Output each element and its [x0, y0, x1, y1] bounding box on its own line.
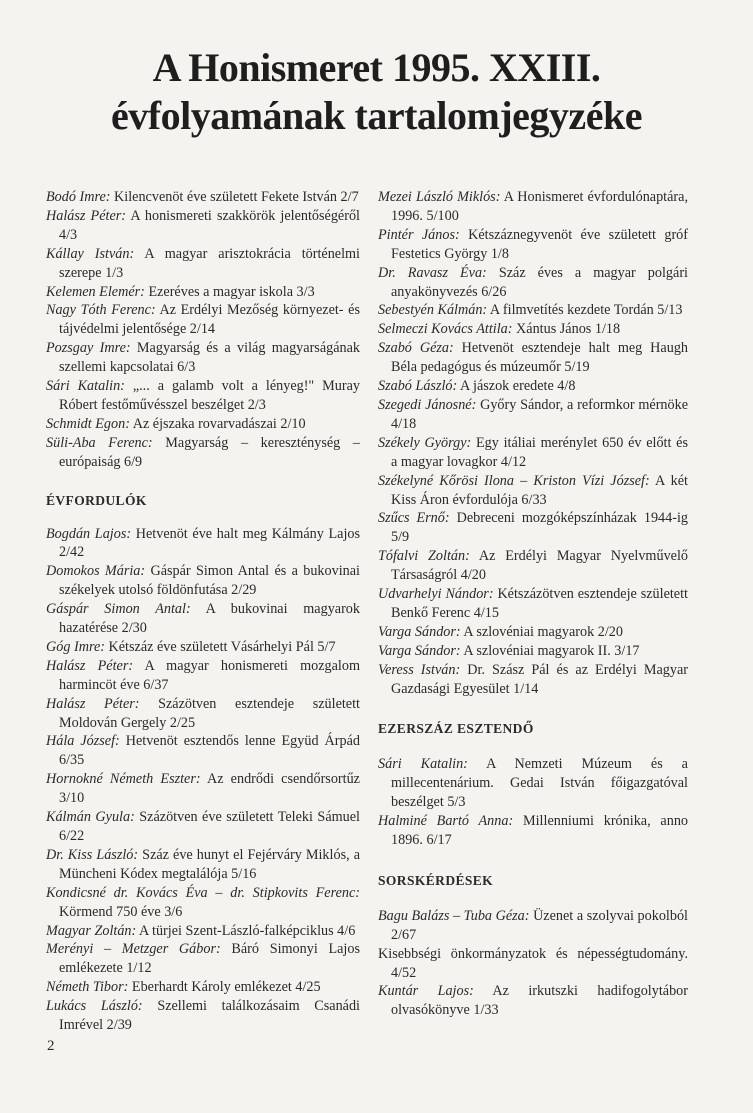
entry-title: Kétszáznegyvenöt éve született gróf Festetics György 1/8: [391, 226, 688, 262]
entry-author: Schmidt Egon:: [46, 415, 130, 432]
toc-entry: [46, 695, 360, 733]
entry-author: Pintér János:: [378, 226, 460, 243]
toc-entry: [378, 226, 688, 264]
entry-title: Körmend 750 éve 3/6: [59, 903, 183, 920]
toc-entry: [46, 732, 360, 770]
toc-entry: [46, 884, 360, 922]
entry-title: Xántus János 1/18: [512, 321, 621, 338]
entry-title: Gáspár Simon Antal és a bukovinai székelyek utolsó földönfutása 2/29: [59, 563, 360, 599]
entry-title: A filmvetítés kezdete Tordán 5/13: [487, 302, 683, 319]
entry-title: Kétszáz éve született Vásárhelyi Pál 5/7: [104, 638, 336, 655]
entry-author: Nagy Tóth Ferenc:: [46, 302, 156, 319]
toc-entry: [378, 755, 688, 812]
toc-entry: [46, 978, 360, 997]
left-column: [46, 188, 360, 1035]
toc-entry: [46, 657, 360, 695]
entry-title: Hetvenöt esztendős lenne Együd Árpád 6/35: [59, 733, 360, 769]
section-heading-sorskerdesek: SORSKÉRDÉSEK: [378, 872, 494, 888]
title-line-1: A Honismeret 1995. XXIII.: [152, 45, 601, 90]
entry-author: Varga Sándor:: [378, 642, 461, 659]
entry-author: Dr. Kiss László:: [46, 846, 139, 863]
entry-title: Hetvenöt éve halt meg Kálmány Lajos 2/42: [59, 525, 361, 561]
section-heading-evfordulok: ÉVFORDULÓK: [46, 492, 147, 508]
toc-entry: [46, 562, 360, 600]
toc-entry: [46, 188, 360, 207]
entry-author: Veress István:: [378, 661, 461, 678]
toc-entry: [46, 377, 360, 415]
left-intro-list: [46, 188, 360, 472]
toc-entry: [46, 415, 360, 434]
entry-author: Hornokné Németh Eszter:: [46, 771, 201, 788]
entry-author: Halminé Bartó Anna:: [378, 813, 514, 830]
toc-entry: [378, 945, 688, 983]
entry-author: Góg Imre:: [46, 638, 105, 655]
entry-title: Száz éves a magyar polgári anyakönyvezés 6/26: [391, 264, 688, 300]
entry-title: Egy itáliai merénylet 650 év előtt és a magyar lovagkor 4/12: [391, 434, 688, 470]
entry-title: Debreceni mozgóképszínházak 1944-ig 5/9: [391, 510, 688, 546]
entry-author: Székely György:: [378, 434, 472, 451]
entry-title: A bukovinai magyarok hazatérése 2/30: [59, 601, 360, 637]
entry-title: Kétszázötven esztendeje született Benkő Ferenc 4/15: [391, 586, 688, 621]
entry-title: Hetvenöt esztendeje halt meg Haugh Béla pedagógus és múzeumőr 5/19: [391, 340, 689, 376]
entry-author: Halász Péter:: [46, 657, 134, 674]
entry-author: Hála József:: [46, 733, 120, 750]
entry-title: Száz éve hunyt el Fejérváry Miklós, a Müncheni Kódex megtalálója 5/16: [59, 846, 360, 882]
toc-entry: [46, 940, 360, 978]
toc-entry: [378, 585, 688, 623]
toc-entry: [46, 339, 360, 377]
entry-title: „... a galamb volt a lényeg!" Muray Róbert festőművésszel beszélget 2/3: [59, 378, 360, 413]
entry-author: Bogdán Lajos:: [46, 525, 132, 542]
entry-author: Sebestyén Kálmán:: [378, 302, 488, 319]
toc-entry: [378, 982, 688, 1020]
entry-title: Győry Sándor, a reformkor mérnöke 4/18: [391, 396, 688, 432]
entry-title: A magyar arisztokrácia történelmi szerepe 1/3: [59, 245, 360, 281]
entry-author: Varga Sándor:: [378, 623, 461, 640]
entry-title: Az Erdélyi Magyar Nyelvművelő Társaságról 4/20: [391, 548, 688, 584]
entry-title: A türjei Szent-László-falképciklus 4/6: [136, 922, 356, 939]
toc-entry: [46, 846, 360, 884]
entry-author: Selmeczi Kovács Attila:: [378, 321, 513, 338]
entry-title: Magyarság és a világ magyarságának szellemi kapcsolatai 6/3: [59, 340, 360, 376]
entry-author: Székelyné Kőrösi Ilona – Kriston Vízi József:: [378, 472, 650, 489]
page-number: 2: [47, 1038, 55, 1054]
toc-entry: [378, 642, 688, 661]
entry-author: Halász Péter:: [46, 695, 140, 712]
toc-entry: [378, 812, 688, 850]
toc-entry: [378, 320, 688, 339]
entry-title: Szellemi találkozásaim Csanádi Imrével 2/39: [59, 998, 360, 1034]
entry-title: Kilencvenöt éve született Fekete István 2/7: [110, 189, 359, 205]
title-line-2: évfolyamának tartalomjegyzéke: [111, 93, 642, 138]
entry-author: Kálmán Gyula:: [46, 809, 135, 826]
entry-title: Dr. Szász Pál és az Erdélyi Magyar Gazdasági Egyesület 1/14: [391, 661, 688, 697]
entry-title: A jászok eredete 4/8: [457, 378, 576, 395]
toc-entry: [46, 808, 360, 846]
entry-title: A honismereti szakkörök jelentőségéről 4/3: [59, 207, 360, 243]
toc-entry: [46, 245, 360, 283]
toc-entry: [46, 207, 360, 245]
entry-title: A szlovéniai magyarok 2/20: [460, 623, 623, 640]
toc-entry: [46, 434, 360, 472]
toc-entry: [46, 301, 360, 339]
right-column: [378, 188, 688, 1020]
entry-title: Százötven esztendeje született Moldován Gergely 2/25: [59, 695, 360, 731]
entry-title: Százötven éve született Teleki Sámuel 6/22: [59, 809, 360, 844]
entry-title: Üzenet a szolyvai pokolból 2/67: [391, 907, 689, 943]
entry-title: Kisebbségi önkormányzatok és népességtudomány. 4/52: [378, 945, 688, 981]
entry-title: A szlovéniai magyarok II. 3/17: [460, 642, 640, 659]
entry-author: Sári Katalin:: [378, 756, 468, 773]
entry-title: Az endrődi csendőrsortűz 3/10: [59, 771, 360, 807]
entry-title: A Honismeret évfordulónaptára, 1996. 5/100: [391, 189, 688, 224]
toc-entry: [378, 434, 688, 472]
entry-author: Kelemen Elemér:: [46, 283, 145, 300]
evfordulok-list: [46, 525, 360, 1035]
entry-author: Kuntár Lajos:: [378, 983, 474, 1000]
toc-entry: [46, 770, 360, 808]
entry-author: Németh Tibor:: [46, 979, 129, 996]
entry-title: A Nemzeti Múzeum és a millecentenárium. Gedai István főigazgatóval beszélget 5/3: [391, 756, 688, 811]
entry-author: Mezei László Miklós:: [378, 189, 501, 205]
entry-author: Tófalvi Zoltán:: [378, 548, 470, 565]
right-intro-list: [378, 188, 688, 698]
entry-author: Szűcs Ernő:: [378, 510, 450, 527]
toc-entry: [378, 377, 688, 396]
entry-author: Domokos Mária:: [46, 563, 146, 580]
toc-entry: [378, 907, 688, 945]
entry-author: Szegedi Jánosné:: [378, 396, 477, 413]
entry-title: Az irkutszki hadifogolytábor olvasókönyve 1/33: [391, 983, 688, 1019]
entry-title: Magyarság – kereszténység – európaiság 6/9: [59, 434, 360, 470]
entry-title: Ezeréves a magyar iskola 3/3: [144, 283, 315, 300]
entry-author: Szabó László:: [378, 378, 458, 395]
sorskerdesek-list: [378, 907, 688, 1020]
entry-title: A két Kiss Áron évfordulója 6/33: [391, 472, 688, 508]
toc-entry: [378, 623, 688, 642]
entry-author: Bagu Balázs – Tuba Géza:: [378, 907, 530, 924]
toc-entry: [46, 283, 360, 302]
toc-entry: [46, 922, 360, 941]
entry-author: Kondicsné dr. Kovács Éva – dr. Stipkovits Ferenc:: [46, 884, 360, 901]
toc-entry: [378, 264, 688, 302]
entry-author: Szabó Géza:: [378, 340, 454, 357]
entry-author: Kállay István:: [46, 245, 135, 262]
toc-entry: [46, 638, 360, 657]
toc-entry: [46, 997, 360, 1035]
entry-author: Pozsgay Imre:: [46, 340, 131, 357]
entry-author: Sári Katalin:: [46, 378, 125, 395]
toc-entry: [378, 301, 688, 320]
entry-author: Bodó Imre:: [46, 189, 111, 205]
entry-title: Báró Simonyi Lajos emlékezete 1/12: [59, 941, 360, 977]
entry-author: Magyar Zoltán:: [46, 922, 137, 939]
toc-entry: [378, 661, 688, 699]
toc-entry: [378, 472, 688, 510]
entry-title: A magyar honismereti mozgalom harmincöt éve 6/37: [59, 657, 360, 693]
toc-entry: [378, 509, 688, 547]
entry-author: Merényi – Metzger Gábor:: [46, 941, 221, 958]
entry-title: Az éjszaka rovarvadászai 2/10: [129, 415, 306, 432]
entry-title: Eberhardt Károly emlékezet 4/25: [128, 979, 321, 996]
toc-entry: [46, 525, 360, 563]
toc-entry: [378, 396, 688, 434]
toc-entry: [46, 600, 360, 638]
entry-author: Dr. Ravasz Éva:: [378, 264, 487, 281]
toc-entry: [378, 339, 688, 377]
toc-entry: [378, 547, 688, 585]
toc-entry: [378, 188, 688, 226]
entry-author: Gáspár Simon Antal:: [46, 601, 191, 618]
entry-author: Süli-Aba Ferenc:: [46, 434, 153, 451]
section-heading-ezerszaz-esztendo: EZERSZÁZ ESZTENDŐ: [378, 721, 534, 737]
entry-author: Udvarhelyi Nándor:: [378, 586, 494, 603]
entry-author: Halász Péter:: [46, 207, 126, 224]
entry-author: Lukács László:: [46, 998, 143, 1015]
entry-title: Az Erdélyi Mezőség környezet- és tájvédelmi jelentősége 2/14: [59, 302, 360, 338]
page-title: [0, 44, 753, 140]
entry-title: Millenniumi krónika, anno 1896. 6/17: [391, 813, 689, 848]
ezerszaz-list: [378, 755, 688, 850]
